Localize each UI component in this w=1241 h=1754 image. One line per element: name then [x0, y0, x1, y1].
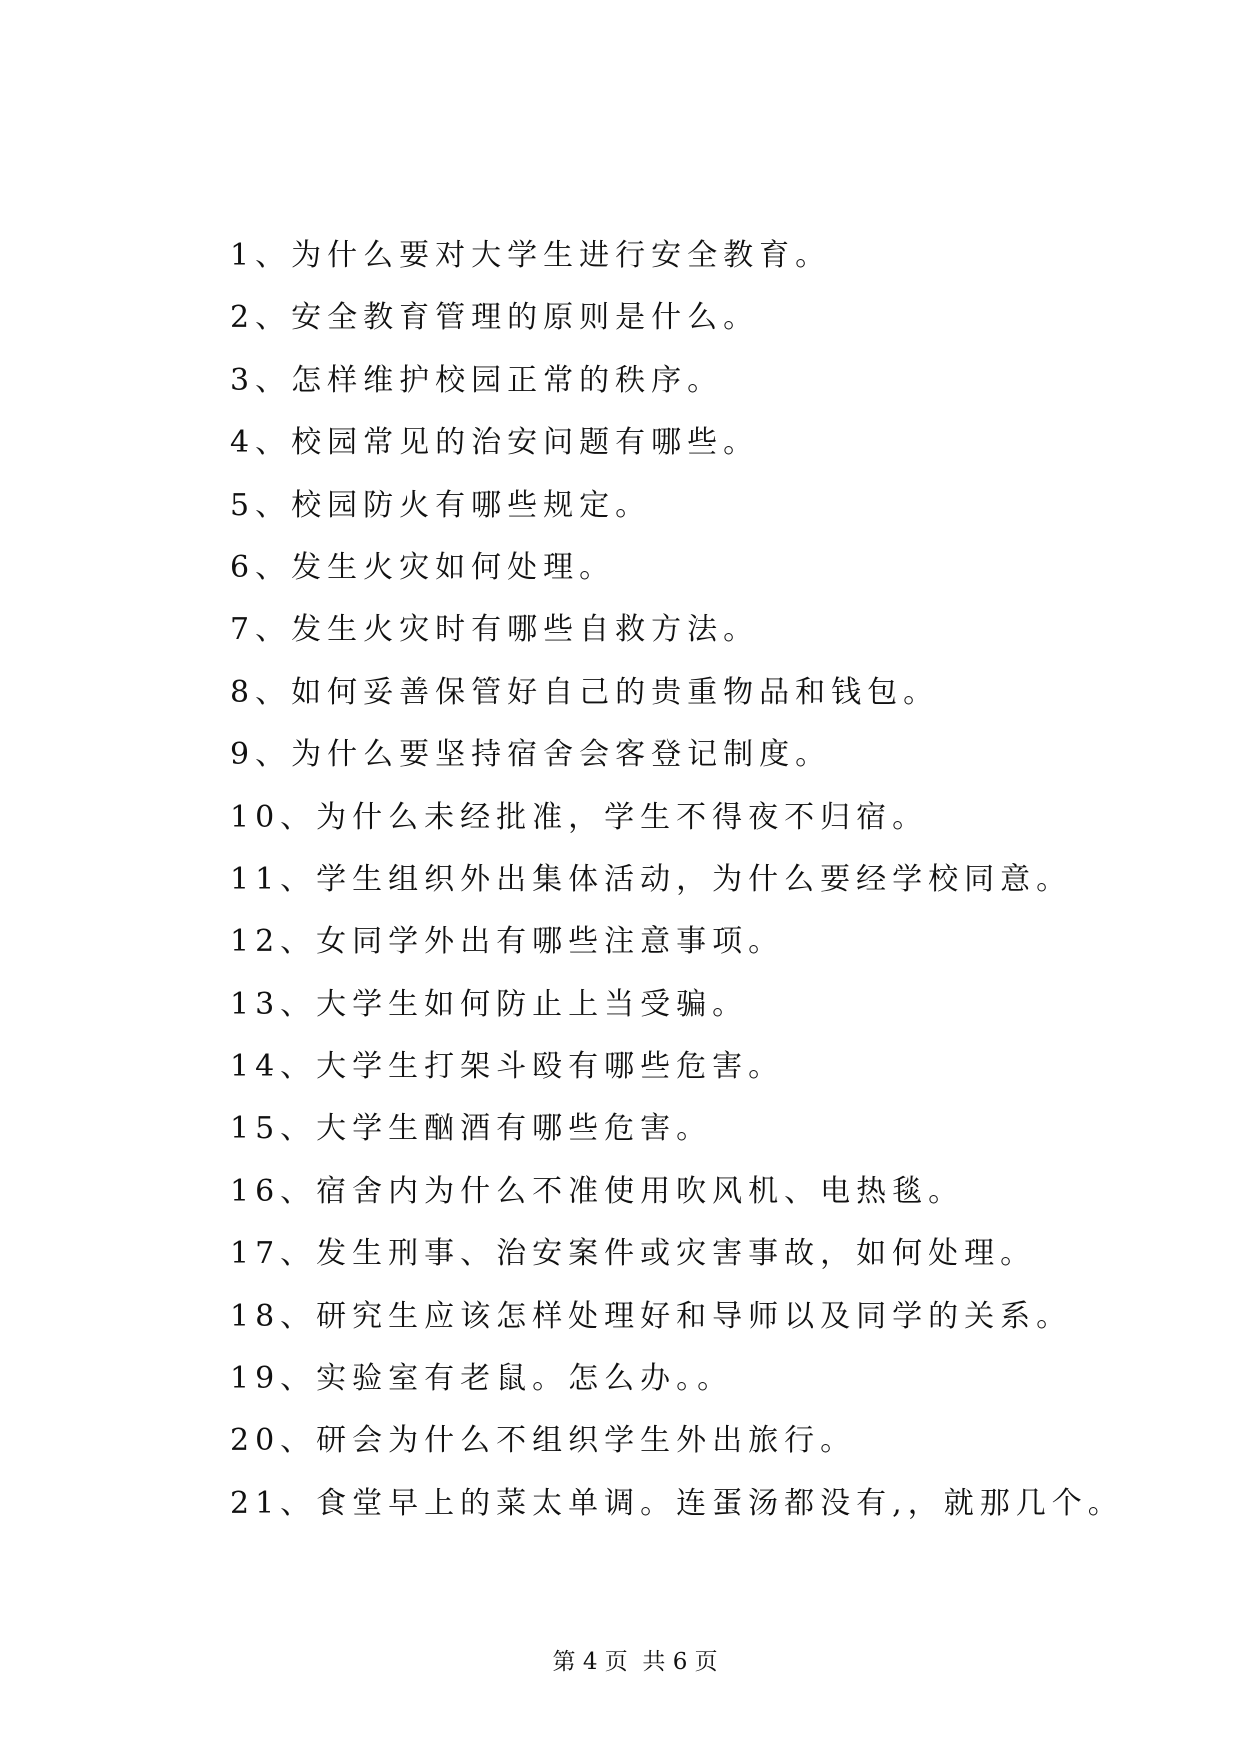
list-item: 11、学生组织外出集体活动，为什么要经学校同意。 [230, 861, 1073, 897]
list-item: 1、为什么要对大学生进行安全教育。 [230, 238, 832, 273]
list-item: 12、女同学外出有哪些注意事项。 [230, 924, 785, 960]
list-item: 13、大学生如何防止上当受骗。 [230, 986, 749, 1022]
list-item: 5、校园防火有哪些规定。 [230, 487, 652, 523]
list-item: 7、发生火灾时有哪些自救方法。 [230, 612, 760, 648]
list-item: 18、研究生应该怎样处理好和导师以及同学的关系。 [230, 1298, 1073, 1334]
list-item: 21、食堂早上的菜太单调。连蛋汤都没有,，就那几个。 [230, 1485, 1124, 1521]
list-item: 17、发生刑事、治安案件或灾害事故，如何处理。 [230, 1236, 1037, 1272]
list-item: 3、怎样维护校园正常的秩序。 [230, 362, 724, 398]
list-item: 8、如何妥善保管好自己的贵重物品和钱包。 [230, 674, 940, 710]
list-item: 10、为什么未经批准，学生不得夜不归宿。 [230, 799, 929, 835]
list-item: 15、大学生酗酒有哪些危害。 [230, 1111, 713, 1147]
list-item: 6、发生火灾如何处理。 [230, 549, 616, 585]
page-footer [0, 1617, 1241, 1707]
list-item: 14、大学生打架斗殴有哪些危害。 [230, 1049, 785, 1085]
list-item: 9、为什么要坚持宿舍会客登记制度。 [230, 737, 832, 773]
list-item: 4、校园常见的治安问题有哪些。 [230, 425, 760, 461]
list-item: 20、研会为什么不组织学生外出旅行。 [230, 1423, 857, 1459]
list-item: 2、安全教育管理的原则是什么。 [230, 300, 760, 336]
question-list [230, 236, 1124, 1546]
list-item: 16、宿舍内为什么不准使用吹风机、电热毯。 [230, 1173, 965, 1209]
page-number-label: 第 4 页 共 6 页 [552, 1649, 718, 1675]
list-item: 19、实验室有老鼠。怎么办。。 [230, 1361, 734, 1397]
